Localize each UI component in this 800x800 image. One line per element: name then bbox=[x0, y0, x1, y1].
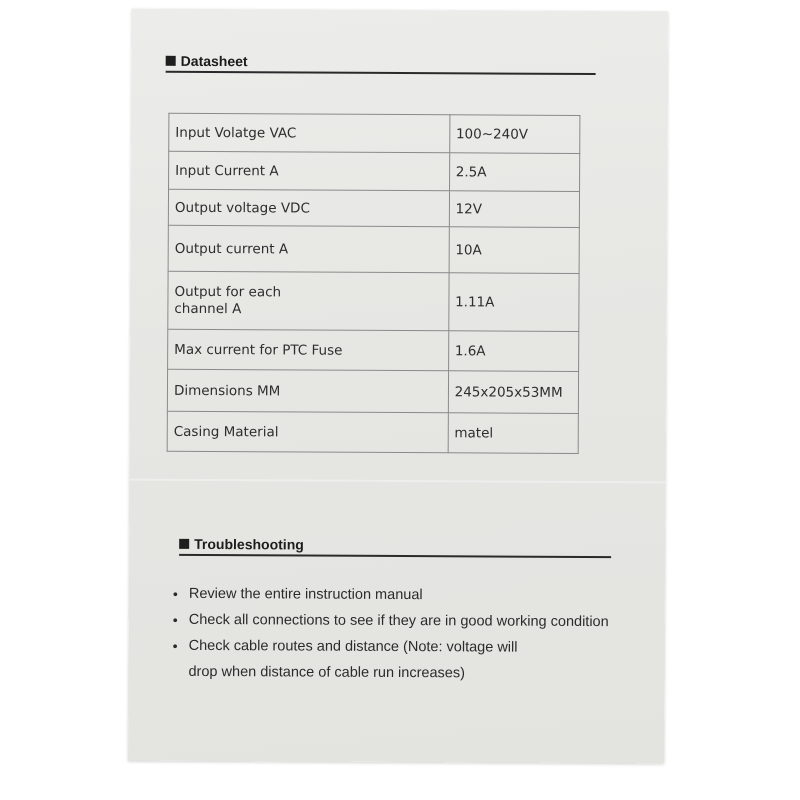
spec-label: Dimensions MM bbox=[167, 369, 448, 412]
list-item bbox=[172, 633, 658, 688]
table-row bbox=[167, 369, 578, 413]
datasheet-heading bbox=[166, 53, 248, 69]
table-row bbox=[169, 151, 580, 191]
spec-label: Output for each channel A bbox=[168, 271, 449, 330]
printed-sheet bbox=[128, 9, 668, 764]
troubleshooting-list bbox=[172, 581, 659, 688]
spec-label: Output current A bbox=[168, 225, 449, 272]
bullet-dot-icon: • bbox=[172, 611, 178, 628]
spec-value: 2.5A bbox=[449, 153, 580, 192]
square-bullet-icon bbox=[179, 539, 189, 549]
spec-value: 100~240V bbox=[449, 115, 580, 154]
spec-value: matel bbox=[448, 413, 579, 454]
paper-crease bbox=[130, 479, 666, 484]
table-row bbox=[168, 189, 579, 227]
spec-value: 1.6A bbox=[448, 331, 579, 372]
spec-label: Max current for PTC Fuse bbox=[168, 329, 449, 370]
troubleshooting-heading-rule bbox=[179, 554, 611, 558]
datasheet-heading-text: Datasheet bbox=[180, 52, 248, 70]
spec-table bbox=[167, 113, 581, 454]
table-row bbox=[168, 225, 579, 273]
spec-value: 1.11A bbox=[448, 273, 579, 332]
bullet-dot-icon: • bbox=[172, 585, 178, 602]
list-item-text: Review the entire instruction manual bbox=[188, 585, 423, 604]
list-item-text: Check cable routes and distance (Note: voltage will drop when distance of cable run increases) bbox=[188, 637, 518, 682]
list-item bbox=[173, 581, 659, 610]
table-row bbox=[168, 271, 579, 331]
table-row bbox=[168, 329, 579, 371]
spec-label: Casing Material bbox=[167, 411, 448, 452]
list-item bbox=[173, 607, 659, 636]
list-item-text: Check all connections to see if they are in good working condition bbox=[188, 611, 609, 631]
spec-value: 245x205x53MM bbox=[448, 371, 579, 414]
table-row bbox=[169, 113, 580, 153]
troubleshooting-heading bbox=[179, 536, 304, 553]
spec-label: Output voltage VDC bbox=[168, 189, 449, 226]
spec-label: Input Volatge VAC bbox=[169, 113, 450, 152]
spec-label: Input Current A bbox=[169, 151, 450, 190]
spec-value: 12V bbox=[449, 191, 580, 228]
table-row bbox=[167, 411, 578, 453]
datasheet-heading-rule bbox=[166, 71, 596, 75]
troubleshooting-heading-text: Troubleshooting bbox=[194, 535, 304, 553]
spec-value: 10A bbox=[449, 227, 580, 274]
square-bullet-icon bbox=[166, 56, 176, 66]
bullet-dot-icon: • bbox=[172, 637, 178, 654]
